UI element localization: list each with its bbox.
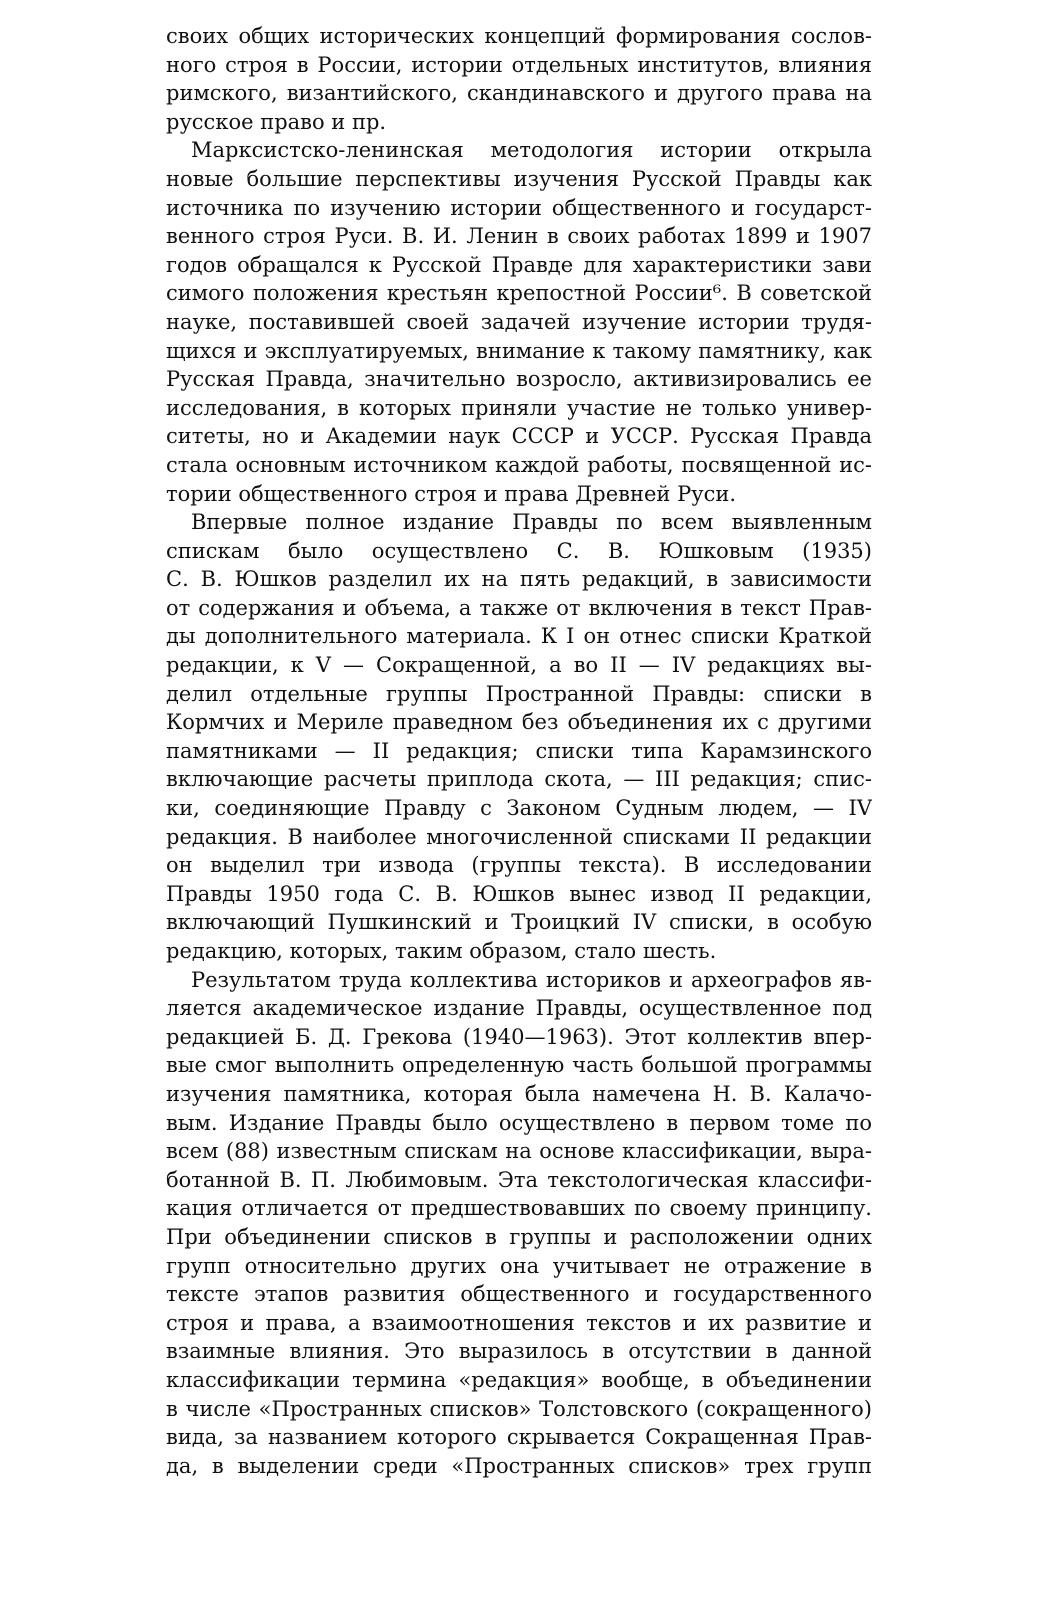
- text-line: римского, византийского, скандинавского и другого права на: [166, 81, 872, 106]
- paragraph-2: [166, 136, 872, 508]
- text-line: своих общих исторических концепций формирования сослов-: [166, 24, 872, 48]
- text-line: науке, поставившей своей задачей изучение истории трудя-: [166, 309, 872, 334]
- text-line: ки, соединяющие Правду с Законом Судным людем, — IV: [166, 796, 872, 821]
- text-line: ды дополнительного материала. К I он отнес списки Краткой: [166, 624, 872, 649]
- text-line: Впервые полное издание Правды по всем выявленным: [191, 510, 872, 535]
- text-line: включающие расчеты приплода скота, — III редакция; спис-: [166, 767, 872, 792]
- text-line: ного строя в России, истории отдельных институтов, влияния: [166, 52, 872, 77]
- text-line: симого положения крестьян крепостной России⁶. В советской: [166, 281, 872, 306]
- text-line: венного строя Руси. В. И. Ленин в своих работах 1899 и 1907: [166, 224, 872, 249]
- text-line: При объединении списков в группы и расположении одних: [166, 1224, 872, 1249]
- text-line: групп относительно других она учитывает не отражение в: [166, 1253, 872, 1278]
- text-line: стала основным источником каждой работы, посвященной ис-: [166, 452, 872, 477]
- text-line: спискам было осуществлено С. В. Юшковым (1935): [166, 538, 872, 563]
- text-line: Правды 1950 года С. В. Юшков вынес извод II редакции,: [166, 881, 872, 906]
- text-line: памятниками — II редакция; списки типа Карамзинского: [166, 738, 872, 763]
- text-line: он выделил три извода (группы текста). В исследовании: [166, 853, 872, 878]
- text-line: Русская Правда, значительно возросло, активизировались ее: [166, 367, 872, 392]
- text-line: русское право и пр.: [166, 109, 387, 134]
- paragraph-1: [166, 22, 872, 136]
- text-line: вым. Издание Правды было осуществлено в первом томе по: [166, 1110, 872, 1135]
- text-line: новые большие перспективы изучения Русской Правды как: [166, 166, 872, 191]
- text-line: С. В. Юшков разделил их на пять редакций, в зависимости: [166, 567, 872, 592]
- text-line: делил отдельные группы Пространной Правды: списки в: [166, 681, 872, 706]
- text-line: ляется академическое издание Правды, осуществленное под: [166, 996, 872, 1021]
- text-line: источника по изучению истории общественного и государст-: [166, 195, 872, 220]
- text-line: годов обращался к Русской Правде для характеристики зави: [166, 252, 872, 277]
- text-line: тории общественного строя и права Древней Руси.: [166, 481, 737, 506]
- text-line: редакция. В наиболее многочисленной списками II редакции: [166, 824, 872, 849]
- paragraph-3: [166, 508, 872, 966]
- text-line: редакцией Б. Д. Грекова (1940—1963). Этот коллектив впер-: [166, 1024, 872, 1049]
- text-line: вые смог выполнить определенную часть большой программы: [166, 1053, 872, 1078]
- text-line: Результатом труда коллектива историков и археографов яв-: [191, 967, 872, 992]
- text-line: вида, за названием которого скрывается Сокращенная Прав-: [166, 1425, 872, 1450]
- text-line: в числе «Пространных списков» Толстовского (сокращенного): [166, 1396, 872, 1421]
- text-line: классификации термина «редакция» вообще, в объединении: [166, 1367, 872, 1392]
- text-line: всем (88) известным спискам на основе классификации, выра-: [166, 1139, 872, 1164]
- text-line: включающий Пушкинский и Троицкий IV списки, в особую: [166, 910, 872, 935]
- text-line: тексте этапов развития общественного и государственного: [166, 1282, 872, 1307]
- text-line: щихся и эксплуатируемых, внимание к такому памятнику, как: [166, 338, 872, 363]
- text-line: исследования, в которых приняли участие не только универ-: [166, 395, 872, 420]
- text-line: от содержания и объема, а также от включения в текст Прав-: [166, 595, 872, 620]
- text-line: Марксистско-ленинская методология истории открыла: [191, 138, 872, 163]
- text-line: изучения памятника, которая была намечена Н. В. Калачо-: [166, 1081, 872, 1106]
- text-line: редакцию, которых, таким образом, стало шесть.: [166, 939, 717, 963]
- text-line: ситеты, но и Академии наук СССР и УССР. Русская Правда: [166, 424, 872, 449]
- text-line: редакции, к V — Сокращенной, а во II — IV редакциях вы-: [166, 653, 872, 678]
- paragraph-4: [166, 966, 872, 1481]
- text-line: да, в выделении среди «Пространных списков» трех групп: [166, 1453, 872, 1478]
- text-line: ботанной В. П. Любимовым. Эта текстологическая классифи-: [166, 1167, 872, 1192]
- text-line: взаимные влияния. Это выразилось в отсутствии в данной: [166, 1339, 872, 1364]
- page-body: [166, 22, 872, 1480]
- text-line: кация отличается от предшествовавших по своему принципу.: [166, 1196, 872, 1221]
- text-line: Кормчих и Мериле праведном без объединения их с другими: [166, 710, 872, 735]
- text-line: строя и права, а взаимоотношения текстов и их развитие и: [166, 1310, 872, 1335]
